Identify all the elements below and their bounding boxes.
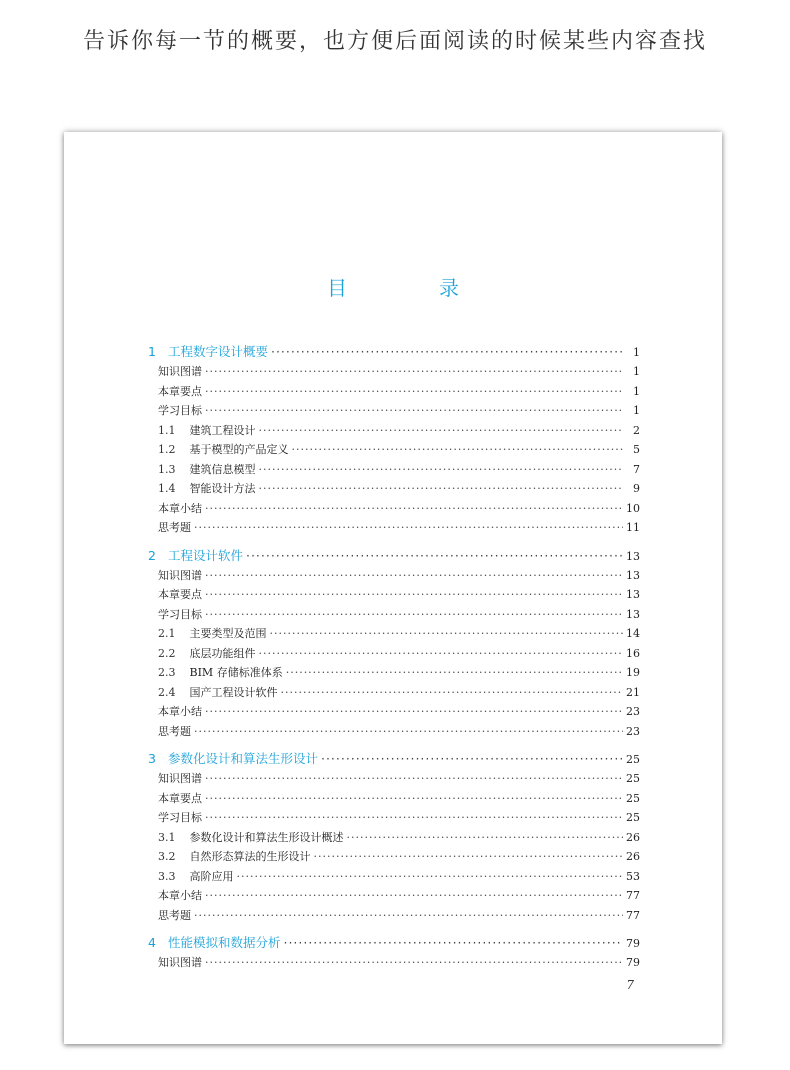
entry-title: 本章要点 <box>158 791 202 805</box>
chapter-page: 79 <box>626 937 640 950</box>
entry-title: 高阶应用 <box>189 869 234 883</box>
chapter-number: 3 <box>148 751 156 766</box>
toc-entry-row <box>148 606 640 626</box>
entry-title: 学习目标 <box>158 404 202 417</box>
entry-page: 21 <box>626 685 640 699</box>
entry-page: 1 <box>633 384 640 398</box>
entry-page: 77 <box>626 889 640 902</box>
entry-title: 本章要点 <box>158 588 202 601</box>
entry-page: 13 <box>626 588 640 601</box>
toc-entry-row <box>148 567 640 587</box>
entry-title: 自然形态算法的生形设计 <box>189 850 311 863</box>
entry-page: 25 <box>626 791 640 805</box>
toc-entry-row <box>148 363 640 383</box>
toc-entry-row <box>148 684 640 704</box>
section-number: 2.3 <box>158 666 176 679</box>
toc-entry-row <box>148 829 640 849</box>
toc-entry-row <box>148 723 640 743</box>
section-number: 3.2 <box>158 850 176 863</box>
entry-page: 11 <box>626 521 640 534</box>
leader-dots <box>259 424 624 437</box>
toc-entry-row <box>148 625 640 645</box>
toc-entry-row <box>148 868 640 888</box>
leader-dots <box>205 502 623 515</box>
book-page <box>64 132 722 1044</box>
entry-page: 10 <box>626 501 640 515</box>
leader-dots <box>205 588 623 601</box>
leader-dots <box>281 686 624 699</box>
table-of-contents <box>148 342 640 974</box>
entry-page: 14 <box>626 627 640 640</box>
entry-title: 学习目标 <box>158 607 202 621</box>
chapter-title: 参数化设计和算法生形设计 <box>167 751 318 766</box>
entry-page: 2 <box>633 423 640 437</box>
entry-page: 7 <box>633 462 640 476</box>
toc-entry-row <box>148 790 640 810</box>
leader-dots <box>246 548 623 563</box>
entry-title: 思考题 <box>158 521 191 534</box>
entry-page: 13 <box>626 568 640 582</box>
entry-title: 智能设计方法 <box>189 482 256 495</box>
entry-page: 25 <box>626 811 640 824</box>
entry-title: 思考题 <box>158 908 191 922</box>
entry-title: 思考题 <box>158 724 191 738</box>
leader-dots <box>194 725 623 738</box>
toc-entry-row <box>148 461 640 481</box>
leader-dots <box>259 647 624 660</box>
entry-page: 26 <box>626 830 640 844</box>
promo-banner-text: 告诉你每一节的概要，也方便后面阅读的时候某些内容查找 <box>82 29 707 54</box>
entry-page: 1 <box>633 365 640 378</box>
entry-page: 5 <box>633 443 640 456</box>
entry-title: 底层功能组件 <box>189 646 256 660</box>
section-number: 1.2 <box>158 443 176 456</box>
toc-entry-row <box>148 519 640 539</box>
leader-dots <box>205 608 623 621</box>
leader-dots <box>205 569 623 582</box>
leader-dots <box>194 521 623 534</box>
toc-entry-row <box>148 645 640 665</box>
leader-dots <box>259 482 624 495</box>
leader-dots <box>205 772 623 785</box>
leader-dots <box>314 850 624 863</box>
toc-entry-row <box>148 500 640 520</box>
toc-entry-row <box>148 441 640 461</box>
section-number: 2.4 <box>158 685 176 699</box>
entry-title: 本章小结 <box>158 501 202 515</box>
toc-chapter-row <box>148 546 640 567</box>
leader-dots <box>205 792 623 805</box>
section-number: 2.1 <box>158 627 176 640</box>
entry-title: 建筑信息模型 <box>189 462 256 476</box>
toc-entry-row <box>148 703 640 723</box>
section-number: 3.1 <box>158 830 176 844</box>
entry-title: 本章小结 <box>158 705 202 718</box>
entry-page: 23 <box>626 705 640 718</box>
entry-page: 77 <box>626 908 640 922</box>
entry-page: 79 <box>626 956 640 969</box>
entry-page: 19 <box>626 666 640 679</box>
leader-dots <box>205 404 623 417</box>
entry-title: 国产工程设计软件 <box>189 685 278 699</box>
toc-chapter-row <box>148 342 640 363</box>
leader-dots <box>205 705 623 718</box>
toc-entry-row <box>148 770 640 790</box>
toc-entry-row <box>148 887 640 907</box>
chapter-number: 4 <box>148 935 156 950</box>
section-number: 1.3 <box>158 462 176 476</box>
toc-entry-row <box>148 954 640 974</box>
leader-dots <box>237 870 624 883</box>
entry-page: 13 <box>626 607 640 621</box>
toc-chapter-row <box>148 933 640 954</box>
entry-title: 本章要点 <box>158 384 202 398</box>
leader-dots <box>205 811 623 824</box>
entry-title: 本章小结 <box>158 889 202 902</box>
leader-dots <box>205 956 623 969</box>
entry-title: 知识图谱 <box>158 956 202 969</box>
entry-title: 知识图谱 <box>158 772 202 785</box>
chapter-number: 2 <box>148 547 156 563</box>
toc-title: 目 录 <box>327 276 495 300</box>
leader-dots <box>259 463 624 476</box>
entry-title: 学习目标 <box>158 811 202 824</box>
entry-page: 25 <box>626 772 640 785</box>
toc-entry-row <box>148 402 640 422</box>
leader-dots <box>283 935 623 950</box>
toc-entry-row <box>148 480 640 500</box>
chapter-number: 1 <box>148 344 156 359</box>
leader-dots <box>286 666 623 679</box>
chapter-page: 13 <box>626 549 640 563</box>
leader-dots <box>205 365 623 378</box>
entry-title: 参数化设计和算法生形设计概述 <box>189 830 344 844</box>
leader-dots <box>194 909 623 922</box>
section-number: 2.2 <box>158 646 176 660</box>
entry-title: 基于模型的产品定义 <box>189 443 289 456</box>
entry-page: 23 <box>626 724 640 738</box>
page-number: 7 <box>626 978 634 992</box>
toc-entry-row <box>148 586 640 606</box>
section-number: 3.3 <box>158 869 176 883</box>
chapter-page: 1 <box>633 346 640 359</box>
entry-page: 26 <box>626 850 640 863</box>
chapter-title: 工程数字设计概要 <box>167 344 268 359</box>
entry-title: BIM 存储标准体系 <box>189 666 283 679</box>
leader-dots <box>347 831 624 844</box>
leader-dots <box>292 443 624 456</box>
leader-dots <box>270 627 624 640</box>
toc-entry-row <box>148 809 640 829</box>
entry-title: 建筑工程设计 <box>189 423 256 437</box>
section-number: 1.4 <box>158 482 176 495</box>
entry-page: 1 <box>633 404 640 417</box>
entry-title: 知识图谱 <box>158 365 202 378</box>
leader-dots <box>321 751 623 766</box>
leader-dots <box>205 889 623 902</box>
chapter-page: 25 <box>626 753 640 766</box>
leader-dots <box>271 344 623 359</box>
toc-chapter-row <box>148 749 640 770</box>
toc-entry-row <box>148 907 640 927</box>
chapter-title: 性能模拟和数据分析 <box>167 935 281 950</box>
toc-entry-row <box>148 848 640 868</box>
chapter-title: 工程设计软件 <box>167 547 243 563</box>
entry-title: 主要类型及范围 <box>189 627 267 640</box>
toc-entry-row <box>148 383 640 403</box>
entry-title: 知识图谱 <box>158 568 202 582</box>
leader-dots <box>205 385 623 398</box>
toc-entry-row <box>148 422 640 442</box>
toc-entry-row <box>148 664 640 684</box>
section-number: 1.1 <box>158 423 176 437</box>
entry-page: 9 <box>633 482 640 495</box>
entry-page: 53 <box>626 869 640 883</box>
entry-page: 16 <box>626 646 640 660</box>
